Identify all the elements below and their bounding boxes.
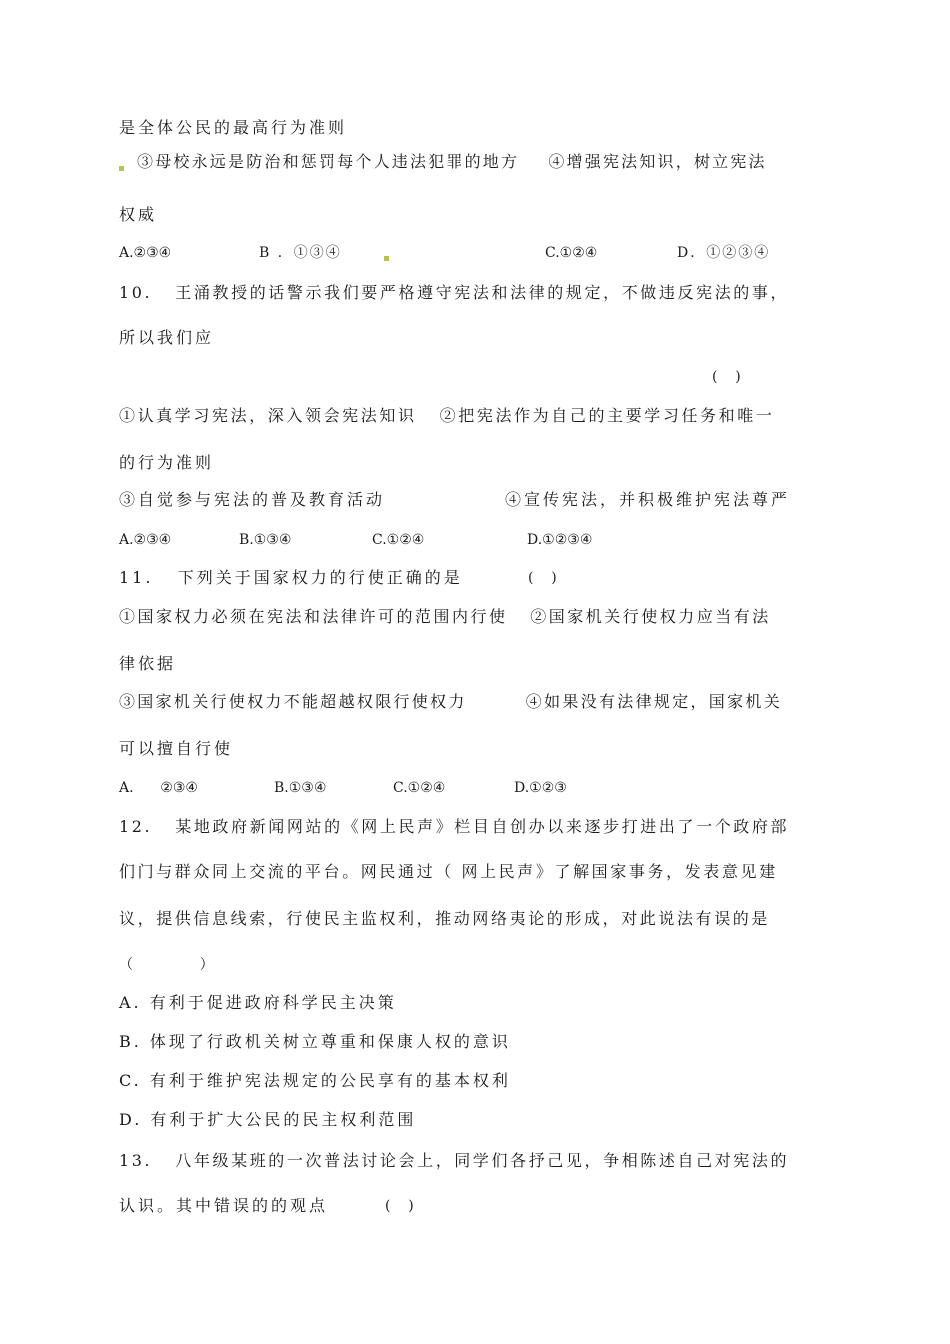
q9-line-2: ③母校永远是防治和惩罚每个人违法犯罪的地方 ④增强宪法知识，树立宪法 [137, 152, 767, 171]
q9-option-c: C.①②④ [545, 245, 598, 261]
q9-option-b: B ．①③④ [259, 245, 342, 261]
q13-stem-line-1: 13. 八年级某班的一次普法讨论会上，同学们各抒己见，争相陈述自己对宪法的 [119, 1151, 790, 1170]
q9-line-3: 权威 [119, 205, 158, 224]
q10-line-5b: ④宣传宪法，并积极维护宪法尊严 [505, 490, 791, 509]
q10-option-b: B.①③④ [239, 532, 292, 548]
q10-line-5a: ③自觉参与宪法的普及教育活动 [119, 490, 386, 509]
q10-stem-line-2: 所以我们应 [119, 328, 215, 347]
q10-option-a: A.②③④ [119, 532, 172, 548]
q12-option-c: C. 有利于维护宪法规定的公民享有的基本权利 [119, 1071, 511, 1090]
q10-answer-paren: ( ) [712, 369, 741, 385]
q12-stem-line-3: 议，提供信息线索，行使民主监权利，推动网络夷论的形成，对此说法有误的是 [119, 909, 771, 928]
q10-line-4: 的行为准则 [119, 453, 215, 472]
q12-option-d: D. 有利于扩大公民的民主权利范围 [119, 1110, 417, 1129]
q13-answer-paren: ( ) [385, 1198, 414, 1214]
q9-line-1: 是全体公民的最高行为准则 [119, 118, 348, 137]
q11-answer-paren: ( ) [528, 570, 557, 586]
q12-answer-paren: （ ） [119, 957, 214, 973]
q11-option-c: C.①②④ [393, 780, 446, 796]
q9-option-a: A.②③④ [119, 245, 172, 261]
q12-stem-line-2: 们门与群众同上交流的平台。网民通过（ 网上民声》了解国家事务，发表意见建 [119, 862, 778, 881]
q9-option-d: D．①②③④ [677, 245, 771, 261]
q11-line-3: 律依据 [119, 654, 177, 673]
q11-line-5: 可以擅自行使 [119, 739, 234, 758]
green-marker-dot [119, 166, 124, 171]
q11-option-d: D.①②③ [514, 780, 567, 796]
q13-stem-line-2: 认识。其中错误的的观点 [119, 1196, 329, 1215]
q10-option-d: D.①②③④ [527, 532, 593, 548]
green-marker-dot [384, 256, 389, 261]
q11-option-a: A. ②③④ [119, 780, 198, 796]
q10-stem-line-1: 10. 王涌教授的话警示我们要严格遵守宪法和法律的规定，不做违反宪法的事， [119, 283, 790, 302]
q11-line-4: ③国家机关行使权力不能超越权限行使权力 ④如果没有法律规定，国家机关 [119, 692, 782, 711]
q11-line-2: ①国家权力必须在宪法和法律许可的范围内行使 ②国家机关行使权力应当有法 [119, 607, 771, 626]
q12-stem-line-1: 12. 某地政府新闻网站的《网上民声》栏目自创办以来逐步打进出了一个政府部 [119, 817, 790, 836]
q12-option-a: A. 有利于促进政府科学民主决策 [119, 993, 397, 1012]
q12-option-b: B. 体现了行政机关树立尊重和保康人权的意识 [119, 1032, 511, 1051]
q11-option-b: B.①③④ [274, 780, 327, 796]
q10-line-3: ①认真学习宪法，深入领会宪法知识 ②把宪法作为自己的主要学习任务和唯一 [119, 406, 775, 425]
q11-stem: 11. 下列关于国家权力的行使正确的是 [119, 568, 463, 587]
q10-option-c: C.①②④ [372, 532, 425, 548]
